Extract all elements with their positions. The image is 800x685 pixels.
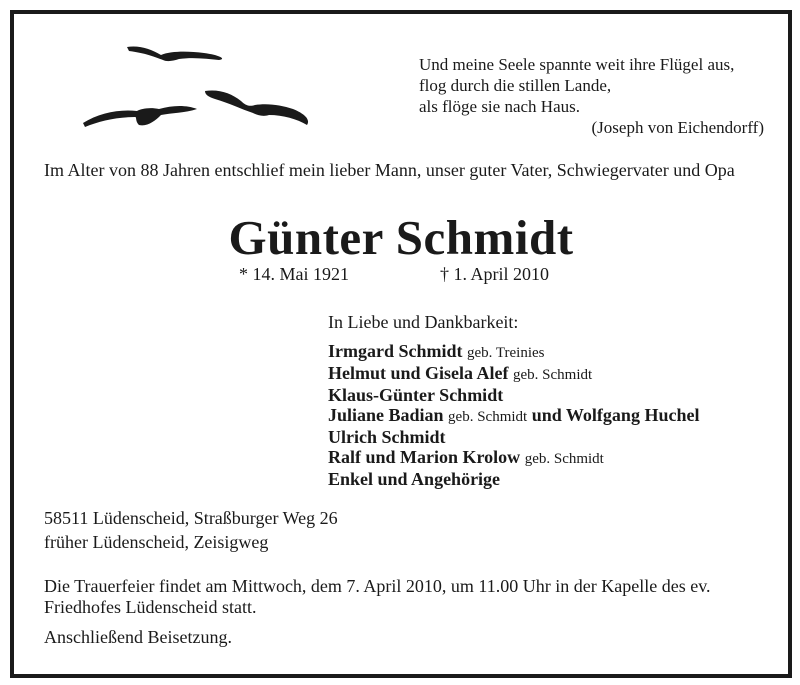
mourner-row: [328, 405, 778, 427]
mourner-note: geb. Schmidt: [448, 409, 528, 425]
deceased-name: Günter Schmidt: [228, 210, 574, 265]
mourner-note: geb. Treinies: [467, 345, 545, 361]
death-date: † 1. April 2010: [440, 264, 550, 284]
mourner-row: [328, 385, 778, 405]
mourner-row: [328, 447, 778, 469]
mourner-name: Ralf und Marion Krolow: [328, 447, 521, 467]
mourner-row: [328, 469, 778, 489]
mourner-name: Juliane Badian: [328, 405, 444, 425]
obituary-frame: [10, 10, 792, 678]
former-address: früher Lüdenscheid, Zeisigweg: [44, 532, 269, 552]
intro-text: Im Alter von 88 Jahren entschlief mein lieber Mann, unser guter Vater, Schwiegervater und Opa: [44, 160, 735, 180]
birds-illustration: [69, 39, 319, 144]
mourner-row: [328, 427, 778, 447]
mourner-name: Helmut und Gisela Alef: [328, 363, 509, 383]
mourner-extra: und Wolfgang Huchel: [531, 405, 700, 425]
mourner-name: Klaus-Günter Schmidt: [328, 385, 504, 405]
poem: [419, 54, 764, 138]
address-block: [44, 506, 338, 554]
mourner-name: Irmgard Schmidt: [328, 341, 463, 361]
mourner-row: [328, 341, 778, 363]
bird-icon: [83, 106, 197, 127]
birth-date: * 14. Mai 1921: [239, 264, 349, 284]
mourner-name: Ulrich Schmidt: [328, 427, 446, 447]
mourners-block: [328, 312, 778, 489]
bird-icon: [205, 90, 308, 125]
mourner-note: geb. Schmidt: [513, 367, 593, 383]
burial-notice: Anschließend Beisetzung.: [44, 627, 232, 647]
mourner-name: Enkel und Angehörige: [328, 469, 501, 489]
poem-line: flog durch die stillen Lande,: [419, 76, 612, 95]
mourner-row: [328, 363, 778, 385]
mourner-note: geb. Schmidt: [524, 451, 604, 467]
funeral-notice: Die Trauerfeier findet am Mittwoch, dem 7. April 2010, um 11.00 Uhr in der Kapelle des ev. Friedhofes Lüdenscheid statt.: [44, 576, 711, 617]
poem-line: als flöge sie nach Haus.: [419, 97, 580, 116]
current-address: 58511 Lüdenscheid, Straßburger Weg 26: [44, 508, 338, 528]
poem-author: (Joseph von Eichendorff): [591, 118, 764, 137]
bird-icon: [127, 46, 222, 61]
poem-line: Und meine Seele spannte weit ihre Flügel aus,: [419, 55, 735, 74]
mourners-lead: In Liebe und Dankbarkeit:: [328, 312, 519, 332]
